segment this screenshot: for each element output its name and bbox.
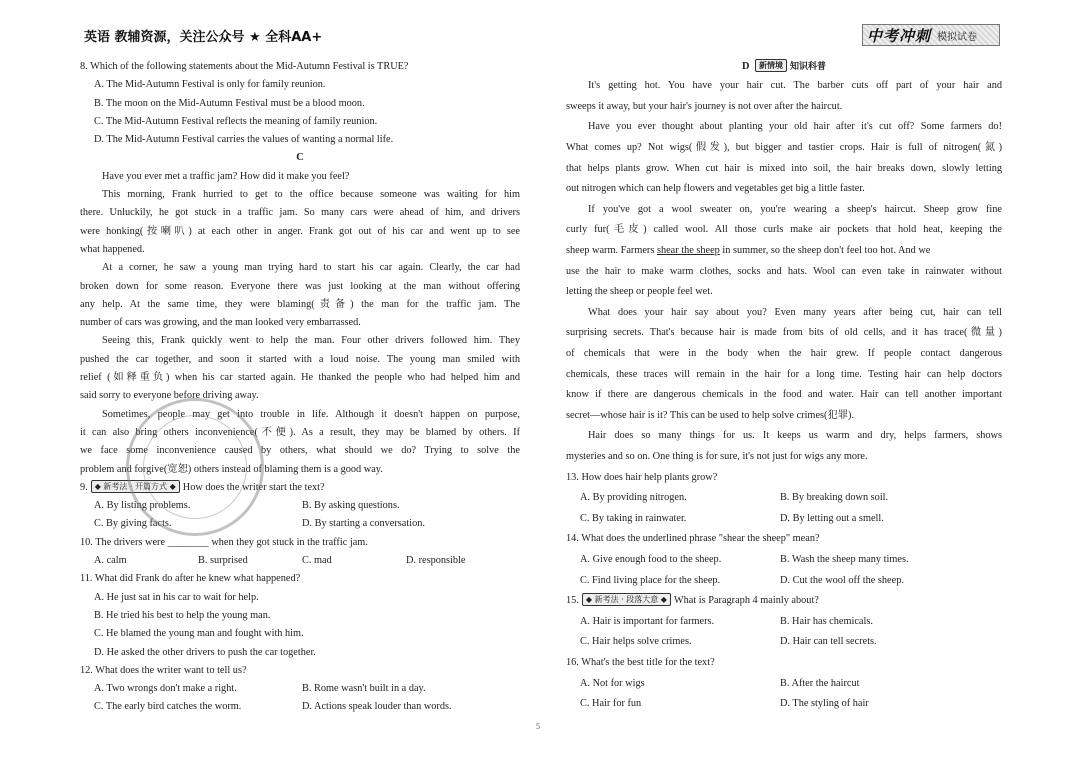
passage-c-line: relief (如释重负) when his car started again. He thanked the people who had helped him and xyxy=(80,372,520,384)
question-10-stem: 10. The drivers were ________ when they got stuck in the traffic jam. xyxy=(80,536,368,548)
passage-c-line: This morning, Frank hurried to get to the office because someone was waiting for him xyxy=(102,189,520,201)
passage-d-line: out nitrogen which can help flowers and vegetables get big a little faster. xyxy=(566,183,865,195)
q16-option-b: B. After the haircut xyxy=(780,677,860,689)
passage-d-line: letting the sheep or people feel wet. xyxy=(566,286,713,298)
page-number: 5 xyxy=(536,722,540,731)
passage-d-line: mysteries and so on. One thing is for sure, it's not just for wigs any more. xyxy=(566,450,868,462)
right-column xyxy=(566,58,1002,715)
q8-option-b: B. The moon on the Mid-Autumn Festival must be a blood moon. xyxy=(94,97,365,109)
question-14-stem: 14. What does the underlined phrase "shear the sheep" mean? xyxy=(566,533,820,545)
passage-d-line: It's getting hot. You have your hair cut. The barber cuts off part of your hair and xyxy=(588,80,1002,92)
q9-option-a: A. By listing problems. xyxy=(94,500,191,512)
passage-d-line: What does your hair say about you? Even many years after being cut, hair can tell xyxy=(588,306,1002,318)
q15-number: 15. xyxy=(566,595,579,607)
q14-options xyxy=(566,550,1002,571)
q10-options xyxy=(80,552,520,570)
passage-d-text: in summer, so the sheep don't feel too hot. And we xyxy=(719,245,931,257)
question-13-stem: 13. How does hair help plants grow? xyxy=(566,471,718,483)
passage-c-line: broken down for some reason. Everyone there was just looking at the man without offering xyxy=(80,280,520,292)
q13-options xyxy=(566,488,1002,509)
q14-option-a: A. Give enough food to the sheep. xyxy=(580,553,722,565)
q15-option-b: B. Hair has chemicals. xyxy=(780,615,873,627)
question-9-stem xyxy=(80,479,520,497)
new-context-badge: 新情境 xyxy=(755,59,787,72)
passage-d-line: that helps plants grow. When cut hair is mixed into soil, the hair breaks down, slowly letting xyxy=(566,162,1002,174)
q16-option-c: C. Hair for fun xyxy=(580,698,642,710)
passage-d-line xyxy=(566,241,1002,262)
q12-option-c: C. The early bird catches the worm. xyxy=(94,701,242,713)
passage-c-line: number of cars was growing, and the man looked very embarrassed. xyxy=(80,317,361,329)
passage-c-line: we face some inconvenience caused by others, what should we do? Trying to solve the xyxy=(80,445,520,457)
question-16-stem: 16. What's the best title for the text? xyxy=(566,656,715,668)
q9-option-d: D. By starting a conversation. xyxy=(302,518,425,530)
passage-d-line: secret—whose hair is it? This can be used to help solve crimes(犯罪). xyxy=(566,409,855,421)
passage-d-line: chemicals, these traces will remain in the hair for a long time. Testing hair can help doctors xyxy=(566,368,1002,380)
passage-c-line: problem and forgive(宽恕) others instead of blaming them is a good way. xyxy=(80,463,383,475)
passage-c-line: there. Unluckily, he got stuck in a traffic jam. So many cars were ahead of him, and drivers xyxy=(80,207,520,219)
passage-d-line: know if there are dangerous chemicals in the food and water. Hair can tell another important xyxy=(566,389,1002,401)
q10-option-c: C. mad xyxy=(302,555,332,567)
q13-option-d: D. By letting out a smell. xyxy=(780,512,884,524)
q14-option-d: D. Cut the wool off the sheep. xyxy=(780,574,904,586)
q14-option-b: B. Wash the sheep many times. xyxy=(780,553,909,565)
q16-option-d: D. The styling of hair xyxy=(780,698,869,710)
passage-c-line: said sorry to everyone before driving away. xyxy=(80,390,259,402)
q12-options xyxy=(80,680,520,698)
q15-text: What is Paragraph 4 mainly about? xyxy=(673,595,819,607)
passage-c-line: Seeing this, Frank quickly went to help the man. Four other drivers followed him. They xyxy=(102,335,520,347)
q14-option-c: C. Find living place for the sheep. xyxy=(580,574,721,586)
passage-d-line: Hair does so many things for us. It keeps us warm and dry, helps farmers, shows xyxy=(588,430,1002,442)
passage-c-line: Have you ever met a traffic jam? How did it make you feel? xyxy=(102,170,350,182)
brand-title: 中考冲刺 xyxy=(867,26,932,45)
q11-option-d: D. He asked the other drivers to push the car together. xyxy=(94,646,316,658)
passage-c-line: any help. At the same time, they were blaming(责备) the man for the traffic jam. The xyxy=(80,298,520,310)
passage-d-line: surprising secrets. That's because hair is made from bits of old cells, and it has trace(微量) xyxy=(566,327,1002,339)
q15-option-d: D. Hair can tell secrets. xyxy=(780,636,877,648)
left-column xyxy=(80,58,520,717)
q14-options xyxy=(566,571,1002,592)
passage-c-line: pushed the car together, and soon it started with a loud noise. The young man smiled with xyxy=(80,353,520,365)
passage-d-text: sheep warm. Farmers xyxy=(566,245,657,257)
q16-options xyxy=(566,694,1002,715)
passage-c-line: it can also bring others inconvenience(不便). As a result, they may be blamed by others. If xyxy=(80,426,520,438)
section-d-tag: 知识科普 xyxy=(790,62,827,72)
q15-options xyxy=(566,632,1002,653)
q13-options xyxy=(566,509,1002,530)
passage-c-line: were honking(按喇叭) at each other in anger. Frank got out of his car and went up to see xyxy=(80,225,520,237)
exam-brand-banner xyxy=(862,24,1000,46)
q9-option-b: B. By asking questions. xyxy=(302,500,400,512)
new-exam-badge: ◆ 新考法 · 开篇方式 ◆ xyxy=(91,480,180,493)
q9-text: How does the writer start the text? xyxy=(182,481,325,493)
passage-d-line: curly fur(毛皮) called wool. All those curls make air pockets that hold heat, keeping the xyxy=(566,224,1002,236)
q12-option-b: B. Rome wasn't built in a day. xyxy=(302,683,426,695)
q8-option-d: D. The Mid-Autumn Festival carries the values of wanting a normal life. xyxy=(94,134,394,146)
question-8-stem: 8. Which of the following statements about the Mid-Autumn Festival is TRUE? xyxy=(80,61,409,72)
passage-d-line: If you've got a wool sweater on, you're wearing a sheep's haircut. Sheep grow fine xyxy=(588,203,1002,215)
q10-option-a: A. calm xyxy=(94,555,127,567)
q16-option-a: A. Not for wigs xyxy=(580,677,645,689)
q15-option-a: A. Hair is important for farmers. xyxy=(580,615,715,627)
q11-option-b: B. He tried his best to help the young man. xyxy=(94,609,271,621)
q8-option-c: C. The Mid-Autumn Festival reflects the meaning of family reunion. xyxy=(94,115,378,127)
q9-options xyxy=(80,497,520,515)
passage-d-line: of chemicals that were in the body when the hair grew. If people contact dangerous xyxy=(566,348,1002,360)
section-c-heading: C xyxy=(296,152,304,164)
header-watermark-text: 英语 教辅资源，关注公众号 ★ 全科AA+ xyxy=(84,30,323,45)
q9-option-c: C. By giving facts. xyxy=(94,518,172,530)
passage-c-line: Sometimes, people may get into trouble in life. Although it doesn't happen on purpose, xyxy=(102,408,520,420)
passage-d-line: sweeps it away, but your hair's journey is not over after the haircut. xyxy=(566,100,843,112)
q15-option-c: C. Hair helps solve crimes. xyxy=(580,636,692,648)
underlined-phrase: shear the sheep xyxy=(656,245,720,257)
new-exam-badge: ◆ 新考法 · 段落大意 ◆ xyxy=(582,593,671,606)
q13-option-a: A. By providing nitrogen. xyxy=(580,492,687,504)
question-11-stem: 11. What did Frank do after he knew what happened? xyxy=(80,573,301,585)
question-15-stem xyxy=(566,591,1002,612)
q13-option-c: C. By taking in rainwater. xyxy=(580,512,687,524)
q11-option-c: C. He blamed the young man and fought with him. xyxy=(94,628,304,640)
q10-option-b: B. surprised xyxy=(198,555,248,567)
passage-d-line: What comes up? Not wigs(假发), but bigger and tastier crops. Hair is full of nitrogen(氮) xyxy=(566,142,1002,154)
q11-option-a: A. He just sat in his car to wait for help. xyxy=(94,591,259,603)
q12-option-a: A. Two wrongs don't make a right. xyxy=(94,683,237,695)
q12-option-d: D. Actions speak louder than words. xyxy=(302,701,452,713)
passage-c-line: what happened. xyxy=(80,243,145,255)
q15-options xyxy=(566,612,1002,633)
question-12-stem: 12. What does the writer want to tell us? xyxy=(80,664,247,676)
brand-tag: 模拟试卷 xyxy=(937,31,978,43)
q16-options xyxy=(566,674,1002,695)
q13-option-b: B. By breaking down soil. xyxy=(780,492,889,504)
passage-d-line: Have you ever thought about planting your old hair after it's cut off? Some farmers do! xyxy=(588,121,1002,133)
q9-options xyxy=(80,515,520,533)
q9-number: 9. xyxy=(80,481,88,493)
section-d-heading xyxy=(566,58,1002,76)
q8-option-a: A. The Mid-Autumn Festival is only for family reunion. xyxy=(94,79,326,91)
passage-d-line: use the hair to make warm clothes, socks and hats. Wool can even take in rainwater without xyxy=(566,265,1002,277)
q10-option-d: D. responsible xyxy=(406,555,466,567)
passage-c-line: At a corner, he saw a young man trying hard to start his car again. Clearly, the car had xyxy=(102,262,520,274)
section-d-letter: D xyxy=(741,61,750,72)
q12-options xyxy=(80,698,520,716)
